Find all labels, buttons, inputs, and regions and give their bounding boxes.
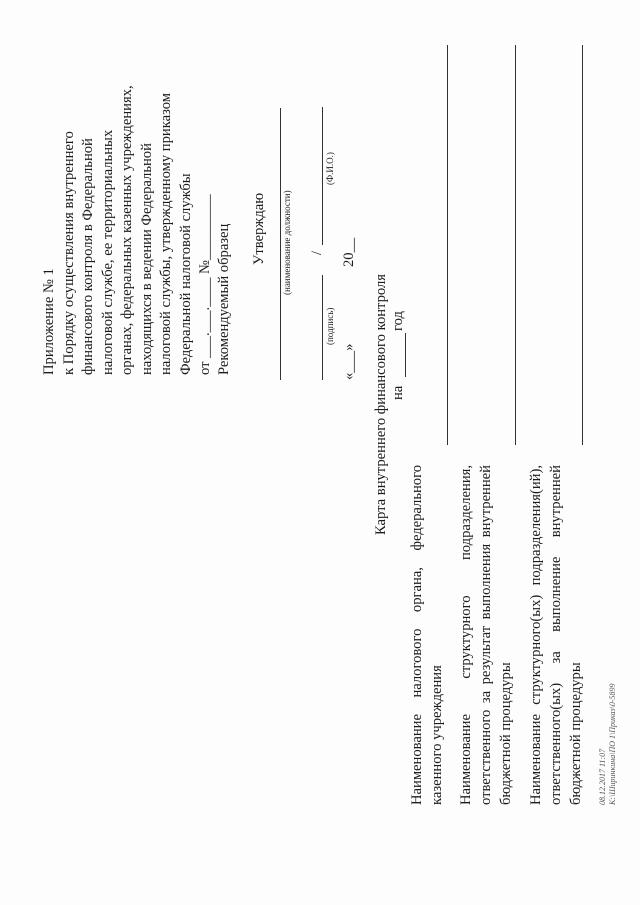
appendix-line-4: органах, федеральных казенных учреждениях, bbox=[119, 85, 135, 375]
file-footer bbox=[598, 683, 618, 805]
field3-value-line bbox=[582, 45, 583, 445]
word: федерального bbox=[409, 465, 425, 551]
word: Наименование bbox=[409, 714, 425, 805]
card-period-suffix: год bbox=[390, 311, 406, 331]
word: ответственного bbox=[478, 709, 494, 805]
field2-value-line bbox=[515, 45, 516, 445]
word: ответственного(ых) bbox=[548, 682, 564, 805]
word: подразделения, bbox=[458, 465, 474, 561]
field2-label-line1 bbox=[457, 465, 477, 805]
field3-label-line1 bbox=[527, 465, 547, 805]
word: Наименование bbox=[528, 714, 544, 805]
signature-caption: (подпись) bbox=[325, 307, 335, 345]
recommended-sample-label: Рекомендуемый образец bbox=[216, 223, 232, 375]
name-caption: (Ф.И.О.) bbox=[325, 152, 335, 185]
field1-label-line2: казенного учреждения bbox=[429, 665, 445, 805]
field3-label-line2 bbox=[547, 465, 567, 805]
word: выполнение bbox=[548, 556, 564, 632]
word: Наименование bbox=[458, 714, 474, 805]
appendix-line-3: налоговой службе, ее территориальных bbox=[99, 129, 116, 375]
appendix-line-1: к Порядку осуществления внутреннего bbox=[60, 131, 77, 375]
approve-title: Утверждаю bbox=[251, 192, 267, 265]
word: структурного(ых) bbox=[528, 594, 544, 705]
position-caption: (наименование должности) bbox=[282, 190, 292, 295]
file-footer-line1: 08.12.2017 11:07 bbox=[598, 748, 607, 805]
word: структурного bbox=[458, 595, 474, 679]
card-period-line bbox=[405, 333, 406, 377]
field2-label-line2 bbox=[477, 465, 497, 805]
card-title: Карта внутреннего финансового контроля bbox=[373, 274, 389, 535]
word: внутренней bbox=[478, 465, 494, 538]
appendix-line-2: финансового контроля в Федеральной bbox=[80, 138, 96, 375]
approve-date-left: «___» bbox=[341, 343, 357, 380]
word: результат bbox=[478, 625, 494, 685]
word: налогового bbox=[409, 628, 425, 698]
appendix-line-7: Федеральной налоговой службы bbox=[177, 173, 194, 375]
word: органа, bbox=[409, 567, 425, 613]
appendix-title: Приложение № 1 bbox=[41, 268, 57, 375]
field1-label-line1 bbox=[408, 465, 428, 805]
signature-line bbox=[322, 275, 323, 380]
appendix-block bbox=[40, 85, 216, 375]
card-period-prefix: на bbox=[390, 385, 406, 400]
word: внутренней bbox=[548, 465, 564, 538]
position-line bbox=[280, 108, 281, 380]
appendix-line-5: находящихся в ведении Федеральной bbox=[138, 143, 155, 375]
field1-value-line bbox=[447, 45, 448, 445]
appendix-line-6: налоговой службы, утвержденному приказом bbox=[158, 93, 174, 375]
name-line bbox=[322, 107, 323, 245]
file-footer-line2: К:\Ширинкина\ПО 1\Приказ\0-5899 bbox=[608, 683, 617, 805]
word: за bbox=[478, 690, 494, 704]
field2-label-line3: бюджетной процедуры bbox=[498, 662, 514, 805]
word: за bbox=[548, 651, 564, 664]
approve-date-right: 20__ bbox=[341, 237, 357, 267]
word: подразделения(ий), bbox=[528, 465, 544, 586]
word: выполнения bbox=[478, 543, 494, 620]
signature-slash: / bbox=[309, 250, 325, 255]
appendix-date-line: от ___.___.____ №_________ bbox=[197, 194, 213, 375]
field3-label-line3: бюджетной процедуры bbox=[568, 662, 584, 805]
